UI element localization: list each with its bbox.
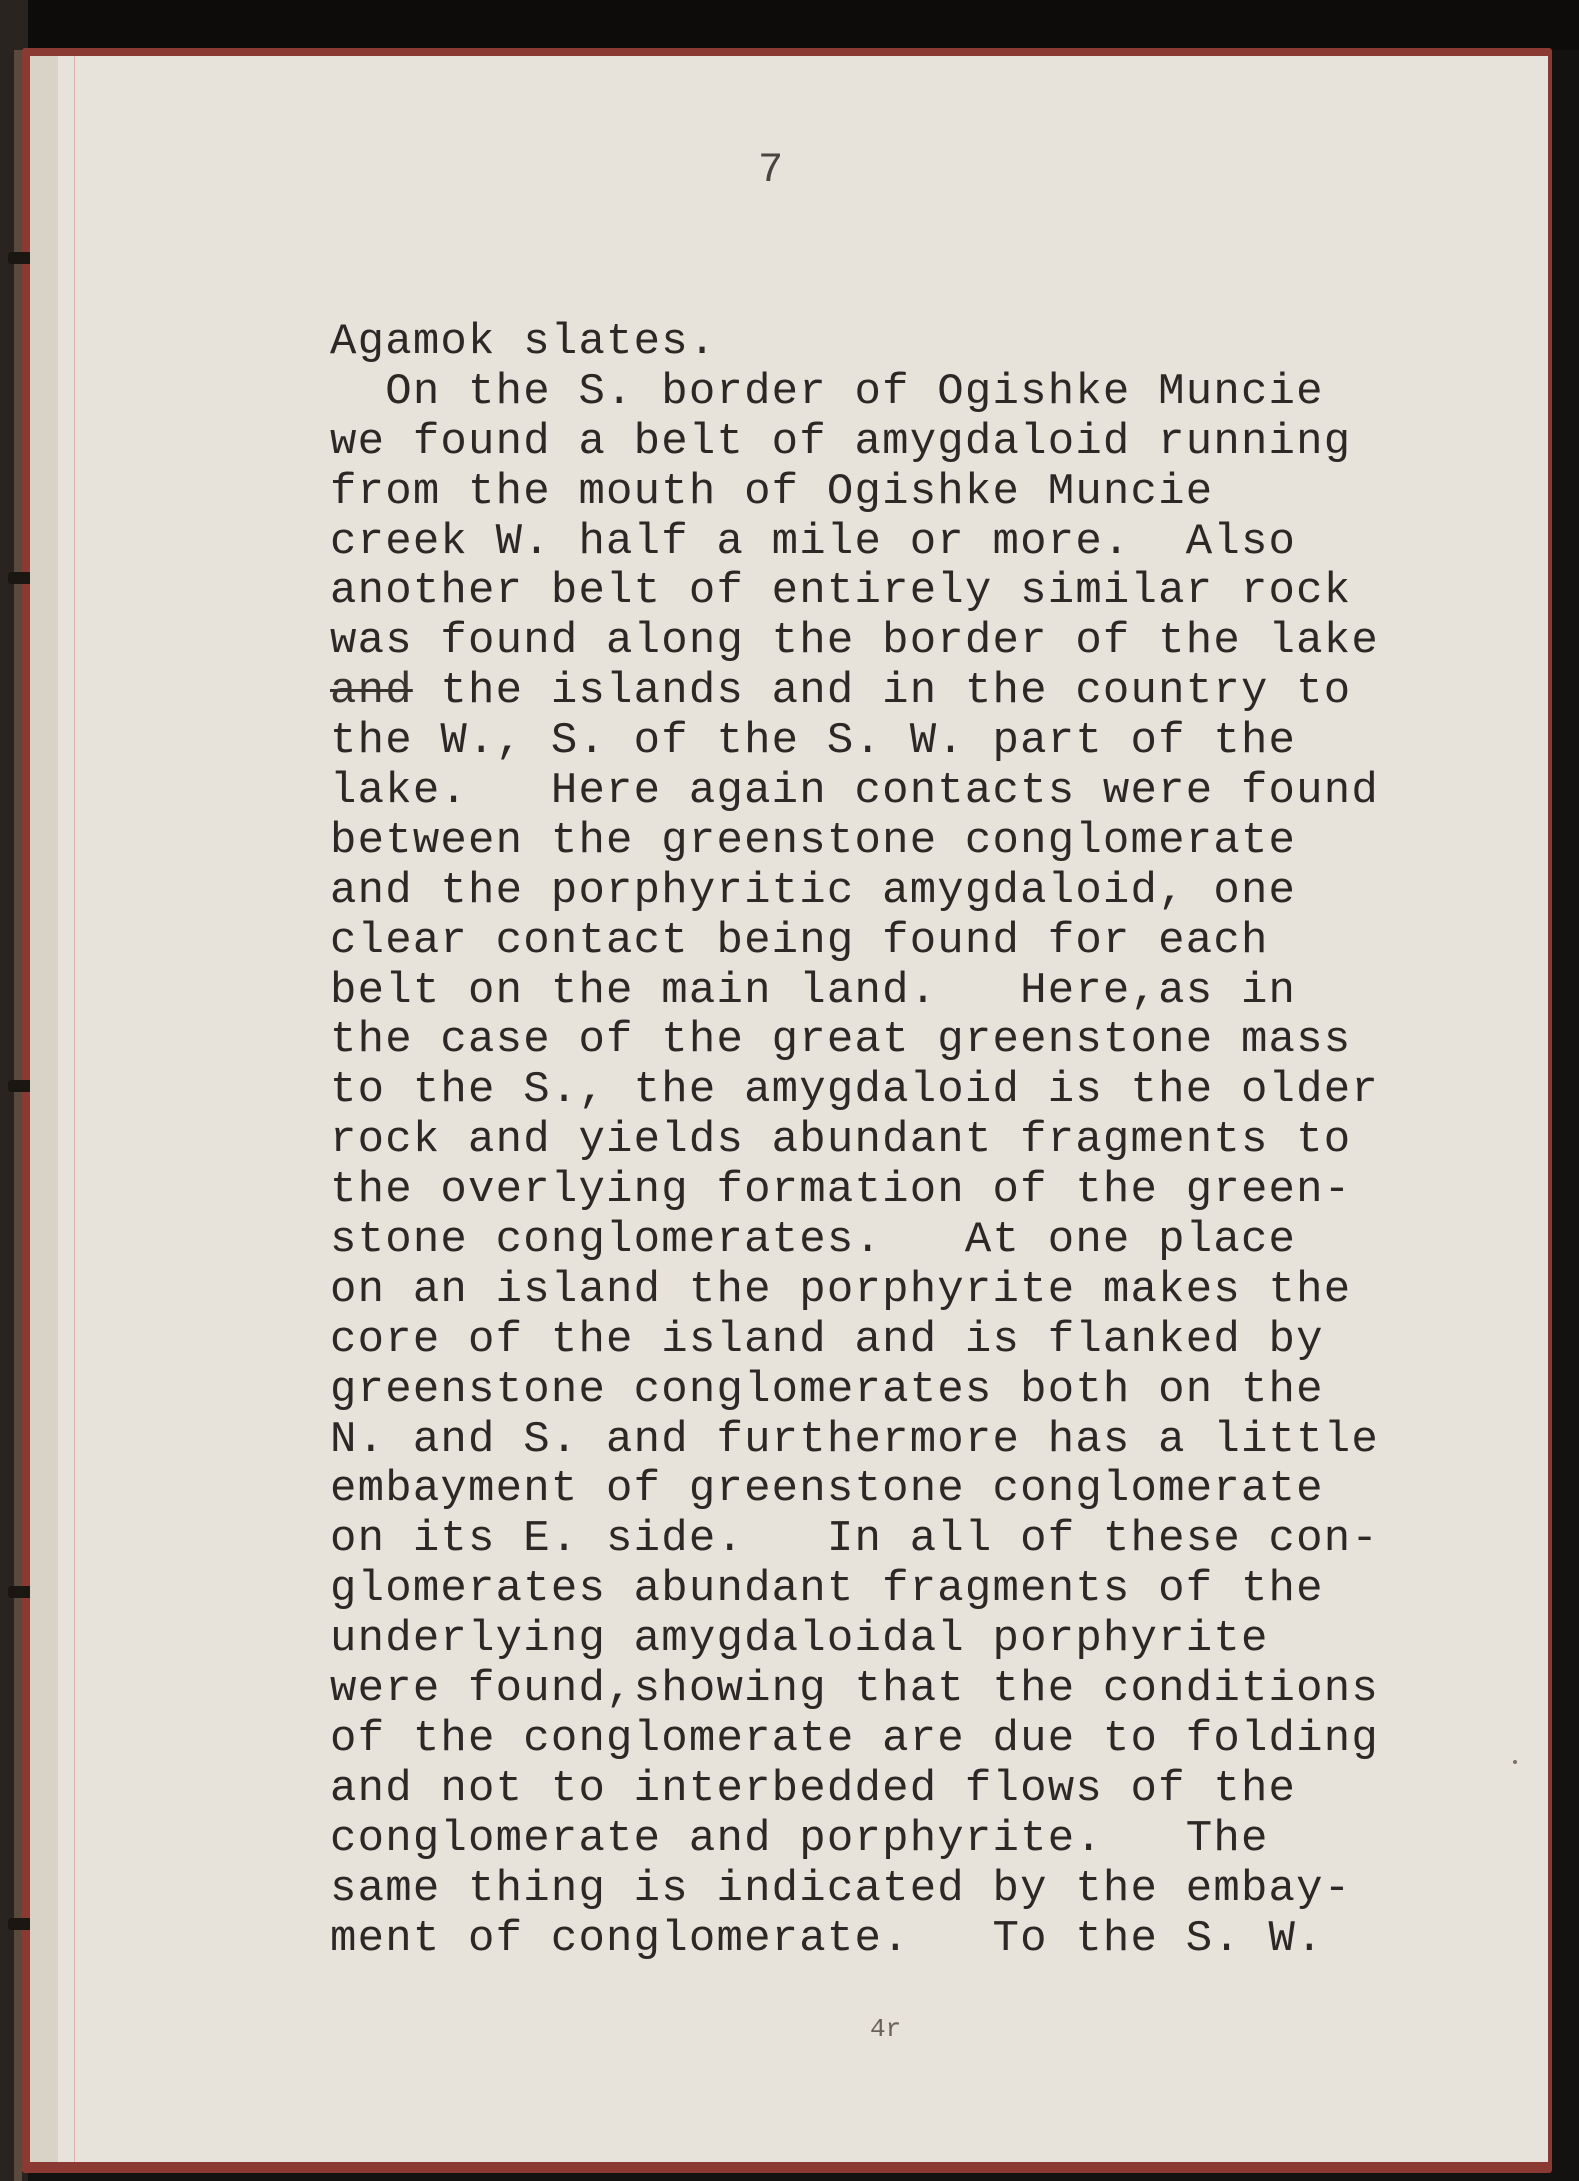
text-line: to the S., the amygdaloid is the older [330, 1065, 1379, 1116]
text-line: on an island the porphyrite makes the [330, 1264, 1352, 1315]
text-line: core of the island and is flanked by [330, 1314, 1324, 1365]
text-line: underlying amygdaloidal porphyrite [330, 1614, 1269, 1665]
page-number: 7 [758, 146, 784, 194]
text-line: of the conglomerate are due to folding [330, 1713, 1379, 1764]
text-line: and the porphyritic amygdaloid, one [330, 865, 1297, 916]
ink-speck [1513, 1760, 1517, 1764]
text-line: rock and yields abundant fragments to [330, 1115, 1352, 1166]
text-line: lake. Here again contacts were found [330, 766, 1379, 817]
text-line: clear contact being found for each [330, 915, 1269, 966]
text-line: On the S. border of Ogishke Muncie [330, 366, 1324, 417]
text-line: conglomerate and porphyrite. The [330, 1813, 1269, 1864]
text-line: and not to interbedded flows of the [330, 1763, 1297, 1814]
line-text: the islands and in the country to [412, 666, 1352, 717]
text-line: another belt of entirely similar rock [330, 566, 1352, 617]
text-line: the W., S. of the S. W. part of the [330, 716, 1297, 767]
text-line: creek W. half a mile or more. Also [330, 516, 1297, 567]
text-line: ment of conglomerate. To the S. W. [330, 1913, 1324, 1964]
text-line: the case of the great greenstone mass [330, 1015, 1352, 1066]
text-line: belt on the main land. Here,as in [330, 965, 1297, 1016]
text-line: same thing is indicated by the embay- [330, 1863, 1352, 1914]
text-line: glomerates abundant fragments of the [330, 1564, 1324, 1615]
footer-pencil-mark: 4r [870, 2014, 902, 2044]
text-line: N. and S. and furthermore has a little [330, 1414, 1379, 1465]
text-line: embayment of greenstone conglomerate [330, 1464, 1324, 1515]
typed-body-text [330, 318, 1510, 1964]
text-line: was found along the border of the lake [330, 616, 1379, 667]
text-line: the overlying formation of the green- [330, 1165, 1352, 1216]
binding-spine [14, 50, 22, 2181]
struck-out-word: and [330, 666, 413, 717]
page-margin-rule [74, 56, 75, 2162]
text-line: were found,showing that the conditions [330, 1664, 1379, 1715]
text-line: Agamok slates. [330, 317, 717, 367]
scan-top-background [0, 0, 1579, 50]
text-line: greenstone conglomerates both on the [330, 1364, 1324, 1415]
text-line [330, 667, 1510, 717]
text-line: we found a belt of amygdaloid running [330, 416, 1352, 467]
text-line: stone conglomerates. At one place [330, 1215, 1297, 1266]
text-line: from the mouth of Ogishke Muncie [330, 466, 1214, 517]
text-line: between the greenstone conglomerate [330, 815, 1297, 866]
text-line: on its E. side. In all of these con- [330, 1514, 1379, 1565]
